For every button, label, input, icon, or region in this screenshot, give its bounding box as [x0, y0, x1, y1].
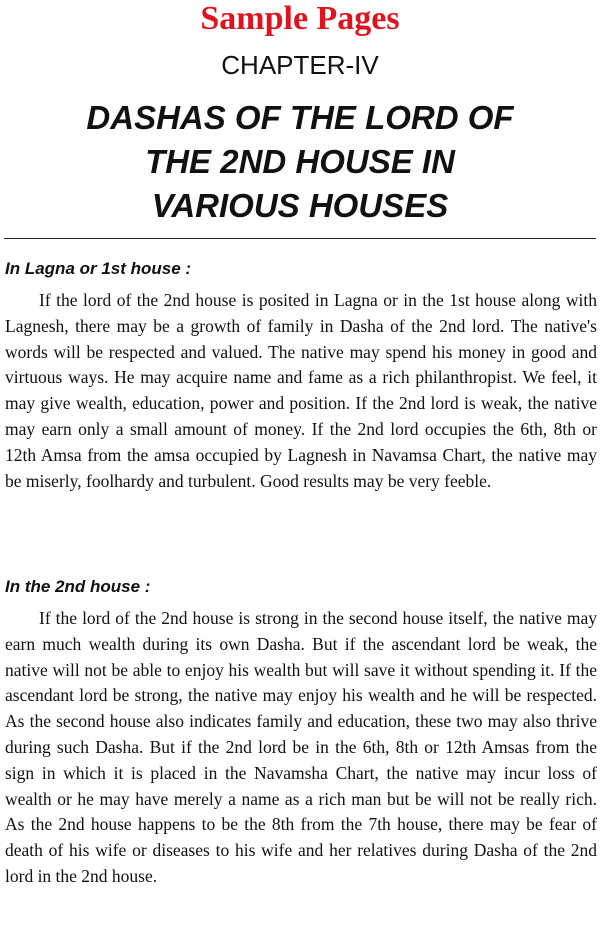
chapter-label: CHAPTER-IV — [221, 50, 379, 80]
paragraph-text: If the lord of the 2nd house is posited in Lagna or in the 1st house along with Lagnesh, there may be a growth of family in Dasha of the 2nd lord. The native's words will be respected and valued. The native may spend his money in good and virtuous ways. He may acquire name and fame as a rich philanthropist. We feel, it may give wealth, education, power and position. If the 2nd lord is weak, the native may earn only a small amount of money. If the 2nd lord occupies the 6th, 8th or 12th Amsa from the amsa occupied by Lagnesh in Navamsa Chart, the native may be miserly, foolhardy and turbulent. Good results may be very feeble. — [5, 290, 597, 491]
section-paragraph-lagna — [5, 288, 597, 494]
chapter-title-line-3: VARIOUS HOUSES — [151, 187, 449, 224]
title-divider — [4, 238, 596, 239]
chapter-title-line-1: DASHAS OF THE LORD OF — [86, 99, 514, 136]
section-heading-lagna: In Lagna or 1st house : — [5, 259, 192, 278]
section-heading-2nd-house: In the 2nd house : — [5, 577, 151, 596]
chapter-title-line-2: THE 2ND HOUSE IN — [145, 143, 455, 180]
paragraph-text: If the lord of the 2nd house is strong in the second house itself, the native may earn much wealth during its own Dasha. But if the ascendant lord be weak, the native will not be able to enjoy his wealth but will save it without spending it. If the ascendant lord be strong, the native may enjoy his wealth and he will be respected. As the second house also indicates family and education, these two may also thrive during such Dasha. But if the 2nd lord be in the 6th, 8th or 12th Amsas from the sign in which it is placed in the Navamsha Chart, the native may incur loss of wealth or he may have merely a name as a rich man but be will not be really rich. As the 2nd house happens to be the 8th from the 7th house, there may be fear of death of his wife or diseases to his wife and her relatives during Dasha of the 2nd lord in the 2nd house. — [5, 608, 597, 886]
chapter-title — [0, 96, 600, 228]
section-paragraph-2nd-house — [5, 606, 597, 890]
sample-pages-banner: Sample Pages — [200, 0, 400, 37]
